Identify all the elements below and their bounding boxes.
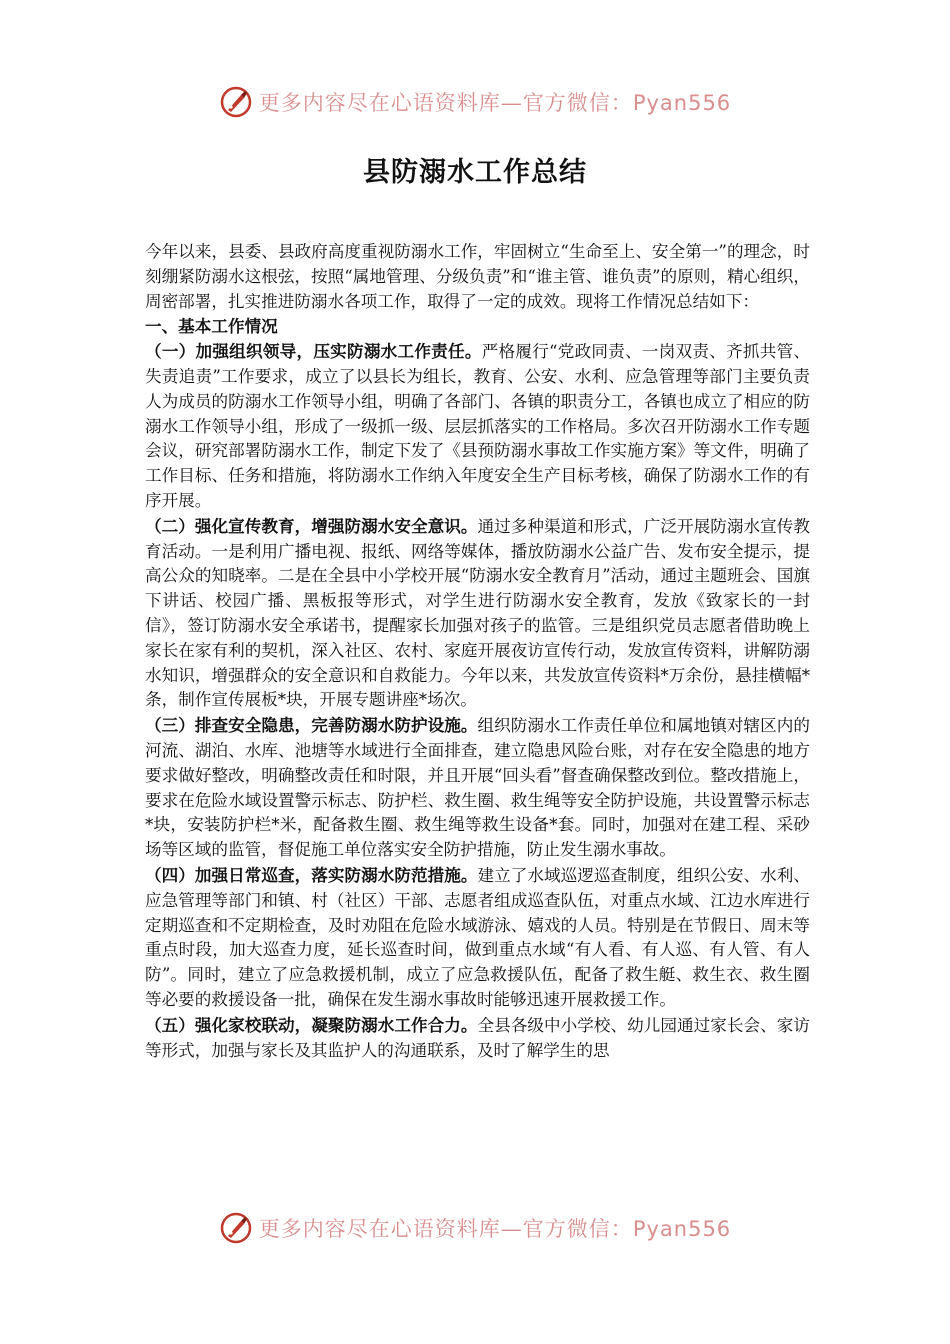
watermark-wechat-id: Pyan556 [632,91,732,115]
item-lead: （二）强化宣传教育，增强防溺水安全意识。 [145,515,478,536]
item-lead: （三）排查安全隐患，完善防溺水防护设施。 [145,715,478,736]
pen-logo-icon [219,1211,253,1245]
paragraph-item-3 [145,713,810,863]
document-body [145,240,810,1063]
paragraph-item-4 [145,863,810,1013]
paragraph-item-2 [145,514,810,713]
item-lead: （五）强化家校联动，凝聚防溺水工作合力。 [145,1014,478,1035]
item-lead: （一）加强组织领导，压实防溺水工作责任。 [145,341,482,362]
watermark-text: 更多内容尽在心语资料库—官方微信：Pyan556 [258,1217,732,1241]
item-text: 通过多种渠道和形式，广泛开展防溺水宣传教育活动。一是利用广播电视、报纸、网络等媒体，播放防溺水公益广告、发布安全提示，提高公众的知晓率。二是在全县中小学校开展“防溺水安全教育月”活动，通过主题班会、国旗下讲话、校园广播、黑板报等形式，对学生进行防溺水安全教育，发放《致家长的一封信》，签订防溺水安全承诺书，提醒家长加强对孩子的监管。三是组织党员志愿者借助晚上家长在家有利的契机，深入社区、农村、家庭开展夜访宣传行动，发放宣传资料，讲解防溺水知识，增强群众的安全意识和自救能力。今年以来，共发放宣传资料*万余份，悬挂横幅*条，制作宣传展板*块，开展专题讲座*场次。 [145,516,810,710]
watermark-wechat-id: Pyan556 [632,1217,732,1241]
item-text: 全县各级中小学校、幼儿园通过家长会、家访等形式，加强与家长及其监护人的沟通联系，及时了解学生的思 [145,1015,810,1060]
paragraph-item-1 [145,339,810,514]
paragraph-item-5 [145,1013,810,1064]
watermark-banner-bottom [0,1208,950,1248]
section-heading: 一、基本工作情况 [145,316,278,337]
item-text: 组织防溺水工作责任单位和属地镇对辖区内的河流、湖泊、水库、池塘等水域进行全面排查，建立隐患风险台账，对存在安全隐患的地方要求做好整改，明确整改责任和时限，并且开展“回头看”督查确保整改到位。整改措施上，要求在危险水域设置警示标志、防护栏、救生圈、救生绳等安全防护设施，共设置警示标志*块，安装防护栏*米，配备救生圈、救生绳等救生设备*套。同时，加强对在建工程、采砂场等区域的监管，督促施工单位落实安全防护措施，防止发生溺水事故。 [145,716,810,860]
item-text: 建立了水域巡逻巡查制度，组织公安、水利、应急管理等部门和镇、村（社区）干部、志愿者组成巡查队伍，对重点水域、江边水库进行定期巡查和不定期检查，及时劝阻在危险水域游泳、嬉戏的人员。特别是在节假日、周末等重点时段，加大巡查力度，延长巡查时间，做到重点水域“有人看、有人巡、有人管、有人防”。同时，建立了应急救援机制，成立了应急救援队伍，配备了救生艇、救生衣、救生圈等必要的救援设备一批，确保在发生溺水事故时能够迅速开展救援工作。 [145,865,810,1009]
watermark-text: 更多内容尽在心语资料库—官方微信：Pyan556 [258,91,732,115]
item-lead: （四）加强日常巡查，落实防溺水防范措施。 [145,864,478,885]
intro-paragraph: 今年以来，县委、县政府高度重视防溺水工作，牢固树立“生命至上、安全第一”的理念，时刻绷紧防溺水这根弦，按照“属地管理、分级负责”和“谁主管、谁负责”的原则，精心组织，周密部署，扎实推进防溺水各项工作，取得了一定的成效。现将工作情况总结如下： [145,242,810,311]
pen-logo-icon [219,85,253,119]
document-title: 县防溺水工作总结 [363,157,587,188]
watermark-banner-top [0,82,950,122]
item-text: 严格履行“党政同责、一岗双责、齐抓共管、失责追责”工作要求，成立了以县长为组长，教育、公安、水利、应急管理等部门主要负责人为成员的防溺水工作领导小组，明确了各部门、各镇的职责分工，各镇也成立了相应的防溺水工作领导小组，形成了一级抓一级、层层抓落实的工作格局。多次召开防溺水工作专题会议，研究部署防溺水工作，制定下发了《县预防溺水事故工作实施方案》等文件，明确了工作目标、任务和措施，将防溺水工作纳入年度安全生产目标考核，确保了防溺水工作的有序开展。 [145,342,811,510]
